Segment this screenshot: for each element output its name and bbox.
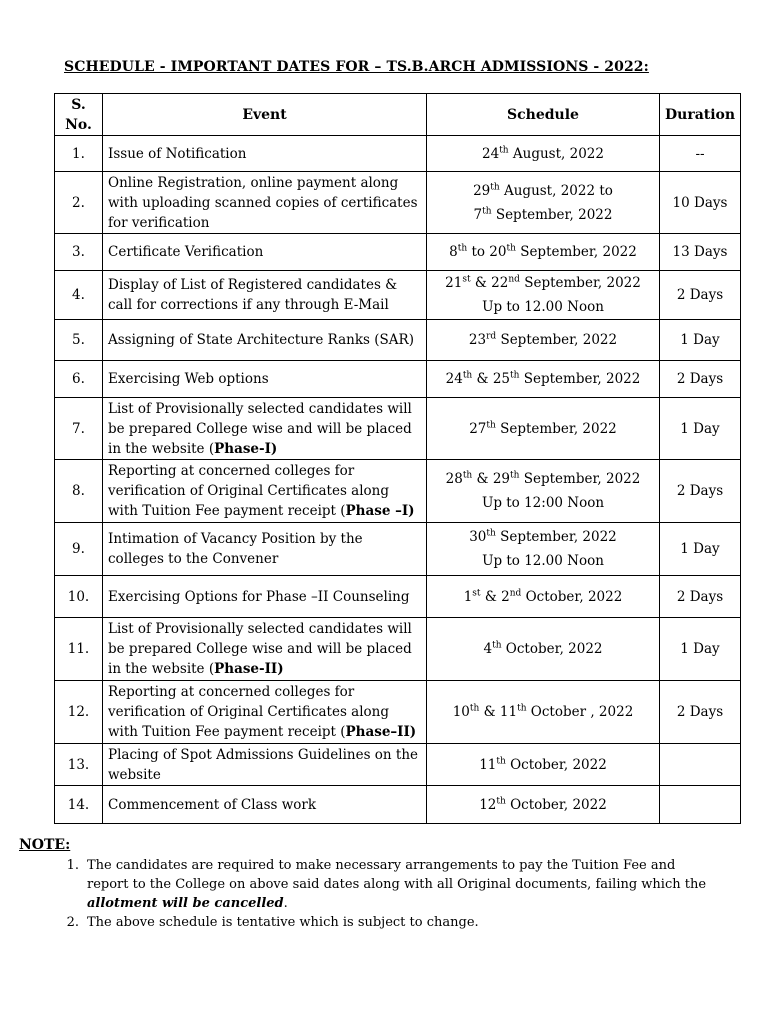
schedule-line: 7th September, 2022 (473, 206, 613, 223)
table-row (55, 744, 741, 786)
schedule-line: 29th August, 2022 to (473, 182, 613, 199)
cell-sno: 8. (55, 460, 103, 523)
cell-schedule (427, 786, 660, 824)
cell-sno: 11. (55, 618, 103, 681)
cell-duration: -- (660, 136, 741, 172)
cell-duration: 1 Day (660, 398, 741, 460)
note-item (19, 913, 719, 932)
cell-schedule (427, 744, 660, 786)
cell-event: Exercising Options for Phase –II Counseling (103, 576, 427, 618)
note-text: The above schedule is tentative which is subject to change. (87, 915, 479, 930)
table-row (55, 460, 741, 523)
cell-duration: 2 Days (660, 460, 741, 523)
schedule-line: 27th September, 2022 (469, 420, 617, 437)
header-event: Event (103, 94, 427, 136)
cell-sno: 3. (55, 234, 103, 271)
cell-sno: 2. (55, 172, 103, 234)
table-row (55, 681, 741, 744)
schedule-line: 12th October, 2022 (479, 796, 607, 813)
cell-schedule (427, 172, 660, 234)
table-row (55, 786, 741, 824)
cell-duration: 2 Days (660, 681, 741, 744)
table-row (55, 576, 741, 618)
note-section (19, 837, 719, 932)
cell-event: Intimation of Vacancy Position by the colleges to the Convener (103, 523, 427, 576)
cell-duration: 2 Days (660, 271, 741, 320)
schedule-line: 23rd September, 2022 (468, 331, 618, 348)
cell-duration: 13 Days (660, 234, 741, 271)
schedule-line: 24th & 25th September, 2022 (445, 370, 641, 387)
cell-sno: 7. (55, 398, 103, 460)
cell-sno: 1. (55, 136, 103, 172)
schedule-table (54, 93, 741, 824)
table-row (55, 172, 741, 234)
schedule-line: 28th & 29th September, 2022 (445, 470, 641, 487)
table-row (55, 234, 741, 271)
cell-event: Certificate Verification (103, 234, 427, 271)
cell-schedule (427, 523, 660, 576)
table-row (55, 398, 741, 460)
cell-duration: 10 Days (660, 172, 741, 234)
cell-event: Placing of Spot Admissions Guidelines on the website (103, 744, 427, 786)
table-row (55, 271, 741, 320)
cell-event: Online Registration, online payment along with uploading scanned copies of certificates for verification (103, 172, 427, 234)
schedule-line: 30th September, 2022 (469, 528, 617, 545)
cell-sno: 13. (55, 744, 103, 786)
cell-sno: 14. (55, 786, 103, 824)
schedule-line: 10th & 11th October , 2022 (452, 703, 634, 720)
cell-schedule (427, 271, 660, 320)
cell-event: List of Provisionally selected candidates will be prepared College wise and will be placed in the website (Phase-II) (103, 618, 427, 681)
table-row (55, 320, 741, 361)
header-sno: S. No. (55, 94, 103, 136)
schedule-line: 1st & 2nd October, 2022 (463, 588, 623, 605)
cell-schedule (427, 136, 660, 172)
cell-duration: 2 Days (660, 361, 741, 398)
cell-event: List of Provisionally selected candidates will be prepared College wise and will be placed in the website (Phase-I) (103, 398, 427, 460)
cell-sno: 6. (55, 361, 103, 398)
table-header-row (55, 94, 741, 136)
note-number: 2. (66, 915, 79, 930)
schedule-line: Up to 12.00 Noon (482, 553, 604, 569)
cell-schedule (427, 460, 660, 523)
cell-duration: 1 Day (660, 523, 741, 576)
header-duration: Duration (660, 94, 741, 136)
schedule-line: 4th October, 2022 (483, 640, 603, 657)
cell-schedule (427, 234, 660, 271)
cell-event: Reporting at concerned colleges for verification of Original Certificates along with Tuition Fee payment receipt (Phase –I) (103, 460, 427, 523)
cell-sno: 12. (55, 681, 103, 744)
cell-sno: 10. (55, 576, 103, 618)
cell-event: Issue of Notification (103, 136, 427, 172)
note-item (19, 856, 719, 913)
note-number: 1. (66, 858, 79, 873)
table-row (55, 618, 741, 681)
note-heading: NOTE: (19, 837, 71, 853)
cell-schedule (427, 398, 660, 460)
schedule-line: 24th August, 2022 (482, 145, 604, 162)
cell-duration (660, 744, 741, 786)
cell-event: Display of List of Registered candidates & call for corrections if any through E-Mail (103, 271, 427, 320)
cell-duration: 1 Day (660, 618, 741, 681)
schedule-line: Up to 12:00 Noon (481, 495, 605, 511)
cell-event: Commencement of Class work (103, 786, 427, 824)
cell-schedule (427, 361, 660, 398)
cell-duration (660, 786, 741, 824)
cell-event: Assigning of State Architecture Ranks (SAR) (103, 320, 427, 361)
cell-schedule (427, 681, 660, 744)
schedule-line: 8th to 20th September, 2022 (449, 243, 637, 260)
schedule-line: 11th October, 2022 (479, 756, 607, 773)
cell-schedule (427, 618, 660, 681)
cell-sno: 4. (55, 271, 103, 320)
cell-sno: 5. (55, 320, 103, 361)
table-row (55, 361, 741, 398)
cell-schedule (427, 576, 660, 618)
schedule-line: 21st & 22nd September, 2022 (445, 274, 641, 291)
table-row (55, 136, 741, 172)
note-text: The candidates are required to make necessary arrangements to pay the Tuition Fee and report to the College on above said dates along with all Original documents, failing which the allotment will be cancelled. (87, 858, 707, 911)
note-emphasis: allotment will be cancelled (87, 896, 284, 911)
cell-schedule (427, 320, 660, 361)
document-title: SCHEDULE - IMPORTANT DATES FOR – TS.B.ARCH ADMISSIONS - 2022: (64, 59, 649, 75)
table-row (55, 523, 741, 576)
cell-event: Exercising Web options (103, 361, 427, 398)
header-schedule: Schedule (427, 94, 660, 136)
cell-sno: 9. (55, 523, 103, 576)
cell-duration: 2 Days (660, 576, 741, 618)
cell-event: Reporting at concerned colleges for verification of Original Certificates along with Tuition Fee payment receipt (Phase–II) (103, 681, 427, 744)
schedule-line: Up to 12.00 Noon (482, 299, 604, 315)
note-list (19, 856, 719, 932)
cell-duration: 1 Day (660, 320, 741, 361)
